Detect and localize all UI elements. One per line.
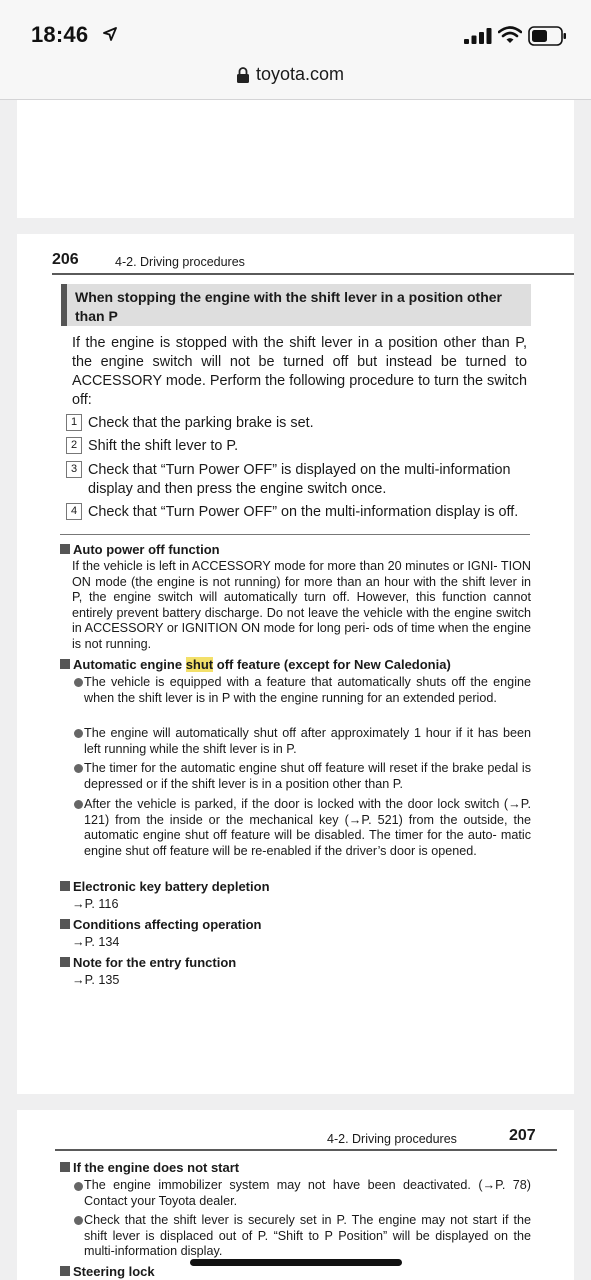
highlighted-search-term: shut bbox=[185, 657, 214, 672]
step-number-4: 4 bbox=[66, 503, 82, 520]
square-bullet-icon bbox=[60, 957, 70, 967]
page-section: 4-2. Driving procedures bbox=[327, 1132, 457, 1146]
electronic-key-heading: Electronic key battery depletion bbox=[60, 879, 270, 894]
battery-icon bbox=[528, 26, 568, 46]
square-bullet-icon bbox=[60, 659, 70, 669]
header-rule bbox=[52, 273, 574, 275]
engine-not-start-heading: If the engine does not start bbox=[60, 1160, 239, 1175]
auto-shutoff-bullet-4: After the vehicle is parked, if the door is locked with the door lock switch (→P. 121) from the inside or the mechanical key (→P. 521) from the outside, the automatic engine shut off feature will be disabled. The timer for the auto- matic engine shut off feature will be re-enabled if the driver’s door is opened. bbox=[84, 797, 531, 858]
auto-shutoff-heading: Automatic engine shut off feature (except for New Caledonia) bbox=[60, 657, 451, 672]
section-heading-box bbox=[61, 284, 531, 326]
page-number: 206 bbox=[52, 251, 79, 268]
bullet-dot-icon bbox=[74, 764, 83, 773]
square-bullet-icon bbox=[60, 544, 70, 554]
step-number-1: 1 bbox=[66, 414, 82, 431]
engine-not-start-bullet-1: The engine immobilizer system may not have been deactivated. (→P. 78) Contact your Toyota dealer. bbox=[84, 1178, 531, 1208]
step-text-1: Check that the parking brake is set. bbox=[88, 415, 314, 431]
manual-page-previous bbox=[17, 100, 574, 218]
step-number-3: 3 bbox=[66, 461, 82, 478]
location-arrow-icon bbox=[103, 27, 117, 41]
status-time: 18:46 bbox=[31, 22, 89, 47]
auto-shutoff-bullet-3: The timer for the automatic engine shut off feature will reset if the brake pedal is depressed or if the shift lever is in a position other than P. bbox=[84, 761, 531, 791]
status-bar bbox=[0, 0, 591, 58]
auto-power-off-heading: Auto power off function bbox=[60, 542, 220, 557]
bullet-dot-icon bbox=[74, 678, 83, 687]
section-divider bbox=[60, 534, 530, 535]
lock-icon bbox=[236, 67, 250, 83]
bullet-dot-icon bbox=[74, 800, 83, 809]
auto-shutoff-bullet-1: The vehicle is equipped with a feature that automatically shuts off the engine when the shift lever is in P with the engine running for an extended period. bbox=[84, 675, 531, 705]
entry-note-heading: Note for the entry function bbox=[60, 955, 236, 970]
manual-page-207 bbox=[17, 1110, 574, 1280]
url-bar[interactable] bbox=[0, 58, 591, 100]
signal-icon bbox=[464, 28, 492, 44]
entry-note-ref-link[interactable]: →P. 135 bbox=[72, 973, 120, 987]
step-text-4: Check that “Turn Power OFF” on the multi-information display is off. bbox=[88, 504, 519, 520]
wifi-icon bbox=[498, 26, 522, 44]
home-indicator[interactable] bbox=[190, 1259, 402, 1266]
step-text-2: Shift the shift lever to P. bbox=[88, 438, 239, 454]
auto-power-off-body: If the vehicle is left in ACCESSORY mode for more than 20 minutes or IGNI- TION ON mode (the engine is not running) for more than an hour with the shift lever in P, the engine switch will automatically turn off. However, this function cannot entirely prevent battery discharge. Do not leave the vehicle with the engine switch in ACCESSORY or IGNITION ON mode for long peri- ods of time when the engine is not running. bbox=[72, 559, 531, 651]
page-section: 4-2. Driving procedures bbox=[115, 255, 245, 269]
header-rule bbox=[55, 1149, 557, 1151]
bullet-dot-icon bbox=[74, 1216, 83, 1225]
auto-shutoff-bullet-2: The engine will automatically shut off after approximately 1 hour if it has been left running while the shift lever is in P. bbox=[84, 726, 531, 756]
square-bullet-icon bbox=[60, 881, 70, 891]
bullet-dot-icon bbox=[74, 1182, 83, 1191]
step-text-3: Check that “Turn Power OFF” is displayed on the multi-information display and then press the engine switch once. bbox=[88, 462, 511, 497]
conditions-heading: Conditions affecting operation bbox=[60, 917, 262, 932]
square-bullet-icon bbox=[60, 919, 70, 929]
step-number-2: 2 bbox=[66, 437, 82, 454]
page-number: 207 bbox=[509, 1127, 536, 1144]
manual-page-206 bbox=[17, 234, 574, 1094]
engine-not-start-bullet-2: Check that the shift lever is securely set in P. The engine may not start if the shift lever is displaced out of P. “Shift to P Position” will be displayed on the multi-information display. bbox=[84, 1213, 531, 1259]
square-bullet-icon bbox=[60, 1162, 70, 1172]
url-domain[interactable]: toyota.com bbox=[256, 64, 345, 84]
electronic-key-ref-link[interactable]: →P. 116 bbox=[72, 897, 119, 911]
intro-paragraph: If the engine is stopped with the shift lever in a position other than P, the engine switch will not be turned off but instead be turned to ACCESSORY mode. Perform the following procedure to turn the switch off: bbox=[72, 335, 527, 408]
conditions-ref-link[interactable]: →P. 134 bbox=[72, 935, 120, 949]
square-bullet-icon bbox=[60, 1266, 70, 1276]
section-heading: When stopping the engine with the shift lever in a position other than P bbox=[75, 289, 503, 324]
steering-lock-heading: Steering lock bbox=[60, 1264, 155, 1279]
bullet-dot-icon bbox=[74, 729, 83, 738]
